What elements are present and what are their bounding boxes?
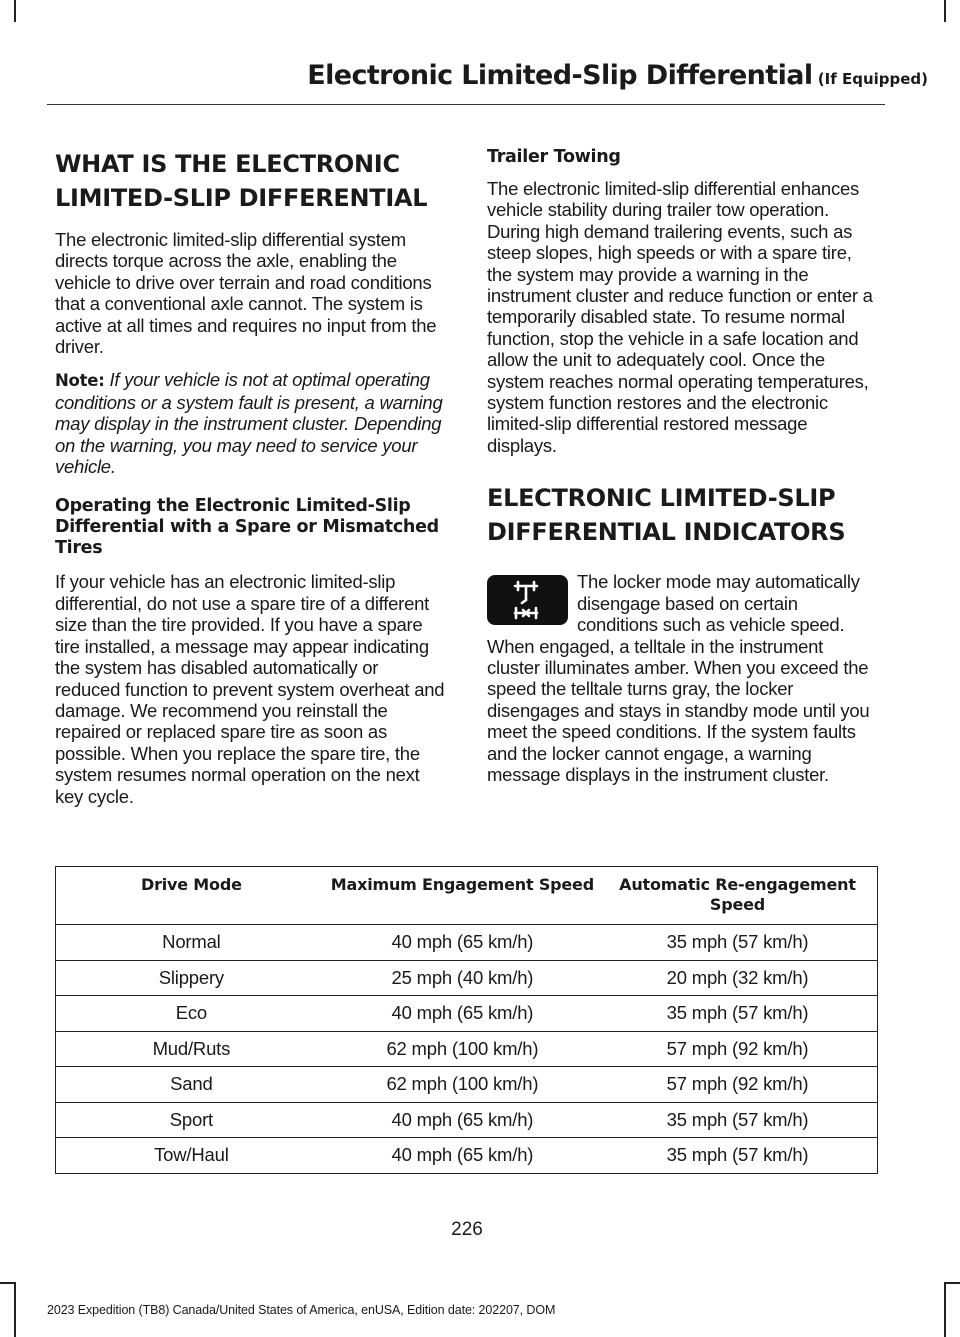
crop-mark-bottom-left-h	[0, 1282, 15, 1284]
subheading-trailer-towing: Trailer Towing	[487, 147, 621, 167]
left-column	[55, 147, 448, 819]
table-cell: 62 mph (100 km/h)	[327, 1067, 598, 1103]
column-header: Automatic Re-engagement Speed	[598, 867, 878, 925]
table-cell: Tow/Haul	[56, 1138, 327, 1174]
table-row	[56, 1102, 878, 1138]
subheading-spare-tires: Operating the Electronic Limited-Slip Differential with a Spare or Mismatched Tires	[55, 496, 439, 559]
section-heading-elsd: WHAT IS THE ELECTRONIC LIMITED-SLIP DIFFERENTIAL	[55, 150, 428, 212]
edition-footer: 2023 Expedition (TB8) Canada/United States of America, enUSA, Edition date: 202207, DOM	[47, 1303, 556, 1317]
crop-mark-top-right-v	[944, 0, 946, 22]
table-row	[56, 996, 878, 1032]
indicator-paragraph: The locker mode may automatically disengage based on certain conditions such as vehicle speed. When engaged, a telltale in the instrument cluster illuminates amber. When you exceed the speed the telltale turns gray, the locker disengages and stays in standby mode until you meet the speed conditions. If the system faults and the locker cannot engage, a warning message displays in the instrument cluster.	[487, 571, 870, 785]
right-column	[487, 147, 880, 797]
table-cell: Sand	[56, 1067, 327, 1103]
intro-paragraph: The electronic limited-slip differential system directs torque across the axle, enabling the vehicle to drive over terrain and road conditions that a conventional axle cannot. The system is active at all times and requires no input from the driver.	[55, 229, 437, 358]
trailer-towing-paragraph: The electronic limited-slip differential enhances vehicle stability during trailer tow operation. During high demand trailering events, such as steep slopes, high speeds or with a spare tire, the system may provide a warning in the instrument cluster and reduce function or enter a temporarily disabled state. To resume normal function, stop the vehicle in a safe location and allow the unit to adequately cool. Once the system reaches normal operating temperatures, system function restores and the electronic limited-slip differential restored message displays.	[487, 178, 873, 456]
table-cell: 25 mph (40 km/h)	[327, 960, 598, 996]
page-header-title	[0, 60, 928, 91]
header-divider	[47, 104, 885, 105]
header-title-main: Electronic Limited-Slip Differential	[307, 60, 813, 91]
table-header-row	[56, 867, 878, 925]
table-row	[56, 1138, 878, 1174]
crop-mark-bottom-right-h	[944, 1282, 960, 1284]
locker-indicator-icon	[487, 575, 568, 625]
table-row	[56, 960, 878, 996]
column-header: Drive Mode	[56, 867, 327, 925]
note-label: Note:	[55, 371, 105, 391]
column-header: Maximum Engagement Speed	[327, 867, 598, 925]
table-cell: Eco	[56, 996, 327, 1032]
table-row	[56, 925, 878, 961]
section-heading-indicators: ELECTRONIC LIMITED-SLIP DIFFERENTIAL INDICATORS	[487, 484, 846, 547]
table-cell: 57 mph (92 km/h)	[598, 1067, 878, 1103]
note-text: If your vehicle is not at optimal operating conditions or a system fault is present, a warning may display in the instrument cluster. Depending on the warning, you may need to service your vehicle.	[55, 369, 443, 478]
table-cell: 35 mph (57 km/h)	[598, 1138, 878, 1174]
crop-mark-bottom-right-v	[944, 1282, 946, 1337]
table-cell: 40 mph (65 km/h)	[327, 1102, 598, 1138]
table-cell: 35 mph (57 km/h)	[598, 925, 878, 961]
table-cell: Mud/Ruts	[56, 1031, 327, 1067]
crop-mark-bottom-left-v	[14, 1282, 16, 1337]
table-cell: 40 mph (65 km/h)	[327, 1138, 598, 1174]
header-title-suffix: (If Equipped)	[812, 70, 928, 88]
table-row	[56, 1067, 878, 1103]
note-paragraph	[55, 369, 448, 477]
spare-tire-paragraph: If your vehicle has an electronic limited-slip differential, do not use a spare tire of a different size than the tire provided. If you have a spare tire installed, a message may appear indicating the system has disabled automatically or reduced function to prevent system overheat and damage. We recommend you reinstall the repaired or replaced spare tire as soon as possible. When you replace the spare tire, the system resumes normal operation on the next key cycle.	[55, 571, 445, 807]
table-body	[56, 925, 878, 1174]
table-cell: Sport	[56, 1102, 327, 1138]
table-cell: 62 mph (100 km/h)	[327, 1031, 598, 1067]
table-cell: Normal	[56, 925, 327, 961]
crop-mark-top-left-v	[14, 0, 16, 22]
table-cell: 57 mph (92 km/h)	[598, 1031, 878, 1067]
table-cell: 35 mph (57 km/h)	[598, 996, 878, 1032]
table-cell: 35 mph (57 km/h)	[598, 1102, 878, 1138]
page-number: 226	[451, 1219, 483, 1240]
table-cell: 20 mph (32 km/h)	[598, 960, 878, 996]
table-cell: 40 mph (65 km/h)	[327, 925, 598, 961]
table-row	[56, 1031, 878, 1067]
engagement-speed-table	[55, 866, 878, 1174]
table-cell: Slippery	[56, 960, 327, 996]
table-cell: 40 mph (65 km/h)	[327, 996, 598, 1032]
